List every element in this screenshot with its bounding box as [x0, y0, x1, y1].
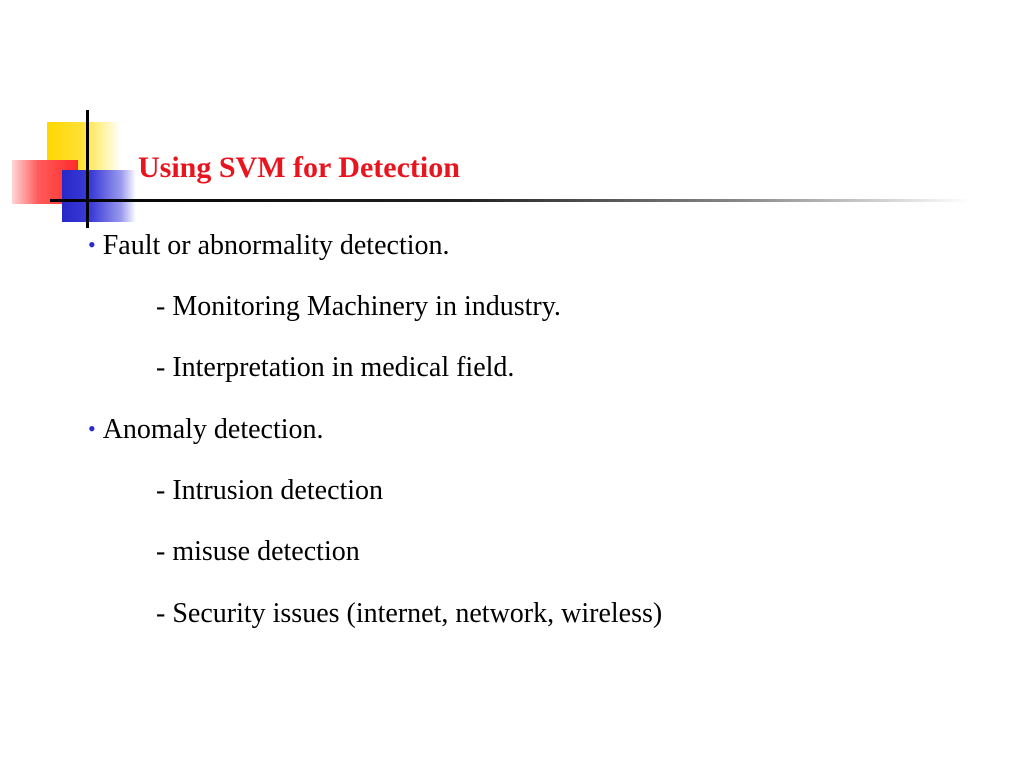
- bullet-item: [88, 229, 450, 264]
- sub-item: - Monitoring Machinery in industry.: [156, 291, 561, 322]
- sub-item: - Intrusion detection: [156, 475, 384, 506]
- bullet-marker: •: [88, 416, 96, 441]
- bullet-marker: •: [88, 232, 96, 257]
- bullet-text: Fault or abnormality detection.: [102, 230, 450, 261]
- slide-title: Using SVM for Detection: [138, 151, 460, 184]
- sub-item: - Interpretation in medical field.: [156, 352, 515, 383]
- bullet-item: [88, 413, 324, 448]
- sub-item: - Security issues (internet, network, wireless): [156, 598, 663, 629]
- sub-item: - misuse detection: [156, 536, 360, 567]
- bullet-text: Anomaly detection.: [102, 414, 324, 445]
